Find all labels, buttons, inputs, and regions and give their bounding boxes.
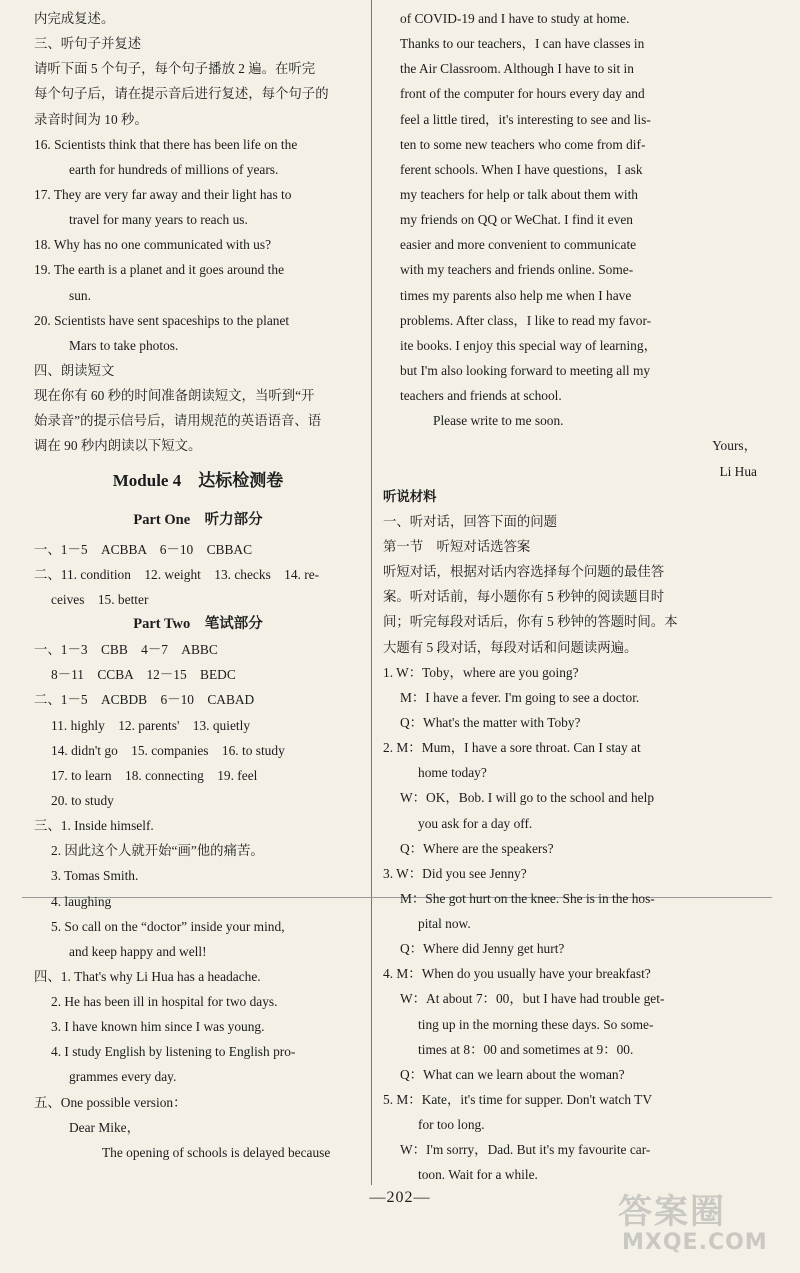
letter-body-line: the Air Classroom. Although I have to sit in [400,61,634,77]
letter-body-line: my teachers for help or talk about them with [400,186,638,202]
section-heading: 听说材料 [383,488,437,504]
dialogue-line: 2. M：Mum，I have a sore throat. Can I stay at [383,740,641,756]
dialogue-line: 5. M：Kate，it's time for supper. Don't watch TV [383,1092,653,1108]
answer-line: and keep happy and well! [69,943,207,959]
letter-signature: Li Hua [719,463,757,479]
answer-line: 8－11 CCBA 12－15 BEDC [51,667,236,683]
dialogue-line: 3. W：Did you see Jenny? [383,865,527,881]
dialogue-line: ting up in the morning these days. So some- [418,1016,654,1032]
letter-body-line: easier and more convenient to communicate [400,237,637,253]
letter-body-line: ferent schools. When I have questions，I ask [400,161,643,177]
answer-line: 3. I have known him since I was young. [51,1019,265,1035]
dialogue-line: W：I'm sorry，Dad. But it's my favourite car- [400,1142,651,1158]
text-line: 请听下面 5 个句子，每个句子播放 2 遍。在听完 [34,61,316,77]
answer-line: 17. to learn 18. connecting 19. feel [51,767,258,783]
dialogue-line: Q：What's the matter with Toby? [400,714,581,730]
letter-body-line: ten to some new teachers who come from dif- [400,136,646,152]
dialogue-line: W：OK，Bob. I will go to the school and help [400,790,655,806]
sentence-19: 19. The earth is a planet and it goes around the [34,262,285,278]
page-number: —202— [369,1189,431,1206]
answer-line: 2. He has been ill in hospital for two days. [51,994,278,1010]
letter-body-line: but I'm also looking forward to meeting all my [400,362,651,378]
text-line: sun. [69,287,91,303]
dialogue-line: for too long. [418,1117,485,1133]
dialogue-line: you ask for a day off. [418,815,533,831]
section-heading: 第一节 听短对话选答案 [383,538,531,554]
letter-sign-off: Yours， [712,438,757,454]
dialogue-line: pital now. [418,916,471,932]
answer-line: 三、1. Inside himself. [34,818,154,834]
letter-body-line: front of the computer for hours every day and [400,86,645,102]
instruction-line: 间；听完每段对话后，你有 5 秒钟的答题时间。本 [383,614,678,630]
letter-body-line: times my parents also help me when I have [400,287,632,303]
answer-line: ceives 15. better [51,591,149,607]
answer-line: 五、One possible version： [34,1094,187,1110]
section-heading: 一、听对话，回答下面的问题 [383,513,558,529]
instruction-line: 听短对话，根据对话内容选择每个问题的最佳答 [383,564,665,580]
letter-greeting: Dear Mike， [69,1119,141,1135]
answer-line: 3. Tomas Smith. [51,868,139,884]
answer-line: 20. to study [51,792,114,808]
letter-body-line: of COVID-19 and I have to study at home. [400,11,630,26]
answer-line: 4. laughing [51,893,112,909]
text-line: 始录音”的提示信号后，请用规范的英语语音、语 [34,413,322,429]
text-line: earth for hundreds of millions of years. [69,161,279,177]
letter-body-line: Thanks to our teachers，I can have classes in [400,36,645,52]
answer-line: 二、1－5 ACBDB 6－10 CABAD [34,692,255,708]
section-heading: 三、听句子并复述 [34,36,142,52]
dialogue-line: Q：What can we learn about the woman? [400,1066,625,1082]
answer-line: 一、1－5 ACBBA 6－10 CBBAC [34,541,253,557]
dialogue-line: home today? [418,765,487,781]
instruction-line: 大题有 5 段对话，每段对话和问题读两遍。 [383,639,638,655]
sentence-18: 18. Why has no one communicated with us? [34,237,272,253]
answer-line: 四、1. That's why Li Hua has a headache. [34,968,261,984]
letter-body-line: ite books. I enjoy this special way of learning， [400,337,657,353]
answer-line: grammes every day. [69,1069,177,1085]
watermark-text-top: 答案圈 [618,1192,726,1232]
text-line: 调在 90 秒内朗读以下短文。 [34,438,202,454]
dialogue-line: 1. W：Toby，where are you going? [383,664,579,680]
watermark-text-bottom: MXQE.COM [622,1230,768,1255]
sentence-17: 17. They are very far away and their light has to [34,186,292,202]
text-line: travel for many years to reach us. [69,212,248,228]
section-heading: 四、朗读短文 [34,362,115,378]
right-column [383,6,763,1188]
letter-body-line: feel a little tired，it's interesting to see and lis- [400,111,651,127]
answer-line: 二、11. condition 12. weight 13. checks 14. re- [34,566,320,582]
dialogue-line: 4. M：When do you usually have your breakfast? [383,966,651,982]
text-line: Mars to take photos. [69,337,179,353]
text-line: 录音时间为 10 秒。 [34,111,148,127]
text-line: 现在你有 60 秒的时间准备朗读短文，当听到“开 [34,388,315,404]
watermark-logo [612,1180,782,1260]
sentence-16: 16. Scientists think that there has been life on the [34,136,298,152]
dialogue-line: toon. Wait for a while. [418,1167,538,1183]
answer-line: 11. highly 12. parents' 13. quietly [51,717,251,733]
answer-line: 2. 因此这个人就开始“画”他的痛苦。 [51,843,264,859]
letter-closing: Please write to me soon. [433,413,564,429]
text-line: 每个句子后，请在提示音后进行复述，每个句子的 [34,86,329,102]
dialogue-line: Q：Where are the speakers? [400,840,554,856]
dialogue-line: W：At about 7：00，but I have had trouble get- [400,991,665,1007]
text-line: 内完成复述。 [34,11,115,26]
part-two-heading: Part Two 笔试部分 [133,615,263,632]
letter-body-line: The opening of schools is delayed because [102,1144,331,1160]
column-divider [371,0,372,1185]
answer-line: 4. I study English by listening to English pro- [51,1044,296,1060]
dialogue-line: M：She got hurt on the knee. She is in the hos- [400,890,655,906]
letter-body-line: with my teachers and friends online. Some- [400,262,634,278]
dialogue-line: times at 8：00 and sometimes at 9：00. [418,1041,634,1057]
left-column [34,6,362,1165]
answer-line: 5. So call on the “doctor” inside your mind, [51,918,285,934]
letter-body-line: my friends on QQ or WeChat. I find it even [400,212,633,228]
letter-body-line: problems. After class，I like to read my favor- [400,312,652,328]
answer-line: 14. didn't go 15. companies 16. to study [51,742,285,758]
instruction-line: 案。听对话前，每小题你有 5 秒钟的阅读题目时 [383,589,665,605]
dialogue-line: Q：Where did Jenny get hurt? [400,941,565,957]
dialogue-line: M：I have a fever. I'm going to see a doctor. [400,689,640,705]
sentence-20: 20. Scientists have sent spaceships to the planet [34,312,290,328]
module-title: Module 4 达标检测卷 [112,470,284,490]
part-one-heading: Part One 听力部分 [133,511,263,528]
answer-line: 一、1－3 CBB 4－7 ABBC [34,642,218,658]
letter-body-line: teachers and friends at school. [400,388,562,404]
